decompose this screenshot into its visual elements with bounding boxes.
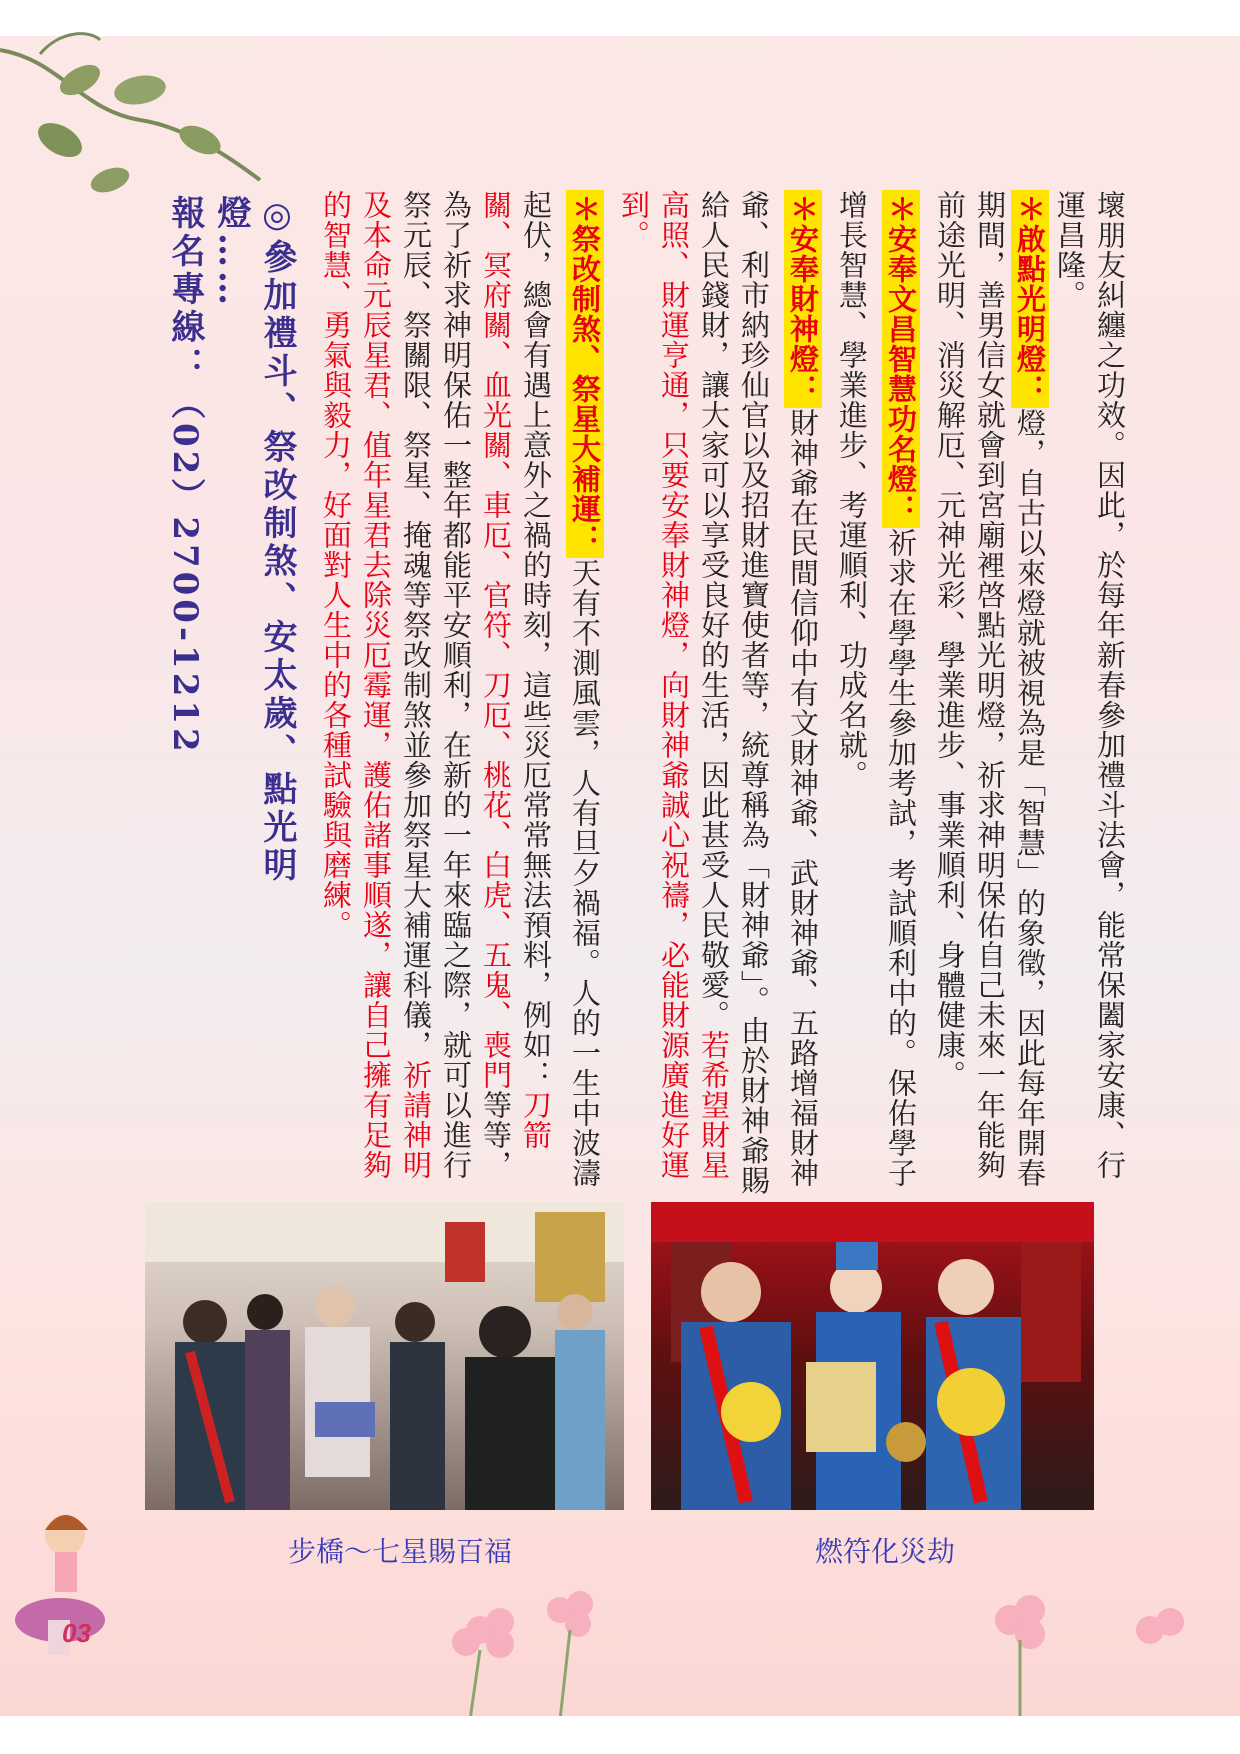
paragraph-5: ＊祭改制煞、祭星大補運：天有不測風雲，人有旦夕禍福。人的一生中波濤起伏，總會有遇上意外之禍的時刻，這些災厄常常無法預料，例如：刀箭關、冥府關、血光關、車厄、官符、刀厄、桃花、白虎、五鬼、喪門等等，為了祈求神明保佑一整年都能平安順利，在新的一年來臨之際，就可以進行祭元辰、祭關限、祭星、掩魂等祭改制煞並參加祭星大補運科儀，祈請神明及本命元辰星君、值年星君去除災厄霉運，護佑諸事順遂，讓自己擁有足夠的智慧、勇氣與毅力，好面對人生中的各種試驗與磨練。 (319, 190, 602, 1188)
page-number: 03 (62, 1618, 91, 1648)
article-body (320, 190, 1130, 1200)
paragraph-1: 壞朋友糾纏之功效。因此，於每年新春參加禮斗法會，能常保闔家安康、行運昌隆。 (1053, 190, 1127, 1180)
photo-burning-talisman (651, 1202, 1094, 1510)
paragraph-2: ＊啟點光明燈：燈，自古以來燈就被視為是「智慧」的象徵，因此每年開春期間，善男信女就會到宮廟裡啓點光明燈，祈求神明保佑自己未來一年能夠前途光明、消災解厄、元神光彩、學業進步、事業順利、身體健康。 (933, 190, 1047, 1188)
signup-hotline: 報名專線：（02）2700-1212 (165, 195, 205, 756)
photo-seven-stars (145, 1202, 624, 1510)
heading-ritual: ＊祭改制煞、祭星大補運： (566, 190, 604, 558)
paragraph-3: ＊安奉文昌智慧功名燈：祈求在學學生參加考試，考試順利中的。保佑學子增長智慧、學業進步、考運順利、功成名就。 (835, 190, 918, 1188)
heading-wealth-lamp: ＊安奉財神燈： (784, 190, 822, 408)
bottom-margin (0, 1716, 1240, 1754)
paragraph-4: ＊安奉財神燈：財神爺在民間信仰中有文財神爺、武財神爺、五路增福財神爺、利市納珍仙官以及招財進寶使者等，統尊稱為「財神爺」。由於財神爺賜給人民錢財，讓大家可以享受良好的生活，因此甚受人民敬愛。若希望財星高照、財運亨通，只要安奉財神燈，向財神爺誠心祝禱，必能財源廣進好運到。 (617, 190, 820, 1196)
signup-line-1: ◎參加禮斗、祭改制煞、安太歲、點光明燈…… (211, 195, 297, 885)
signup-info (165, 195, 300, 995)
photo-caption-2: 燃符化災劫 (815, 1535, 956, 1568)
heading-light-lamp: ＊啟點光明燈： (1011, 190, 1049, 408)
heading-wenchang-lamp: ＊安奉文昌智慧功名燈： (882, 190, 920, 528)
flower-decoration (0, 1560, 1240, 1720)
photo-caption-1: 步橋～七星賜百福 (288, 1535, 513, 1568)
vine-decoration (0, 30, 300, 210)
